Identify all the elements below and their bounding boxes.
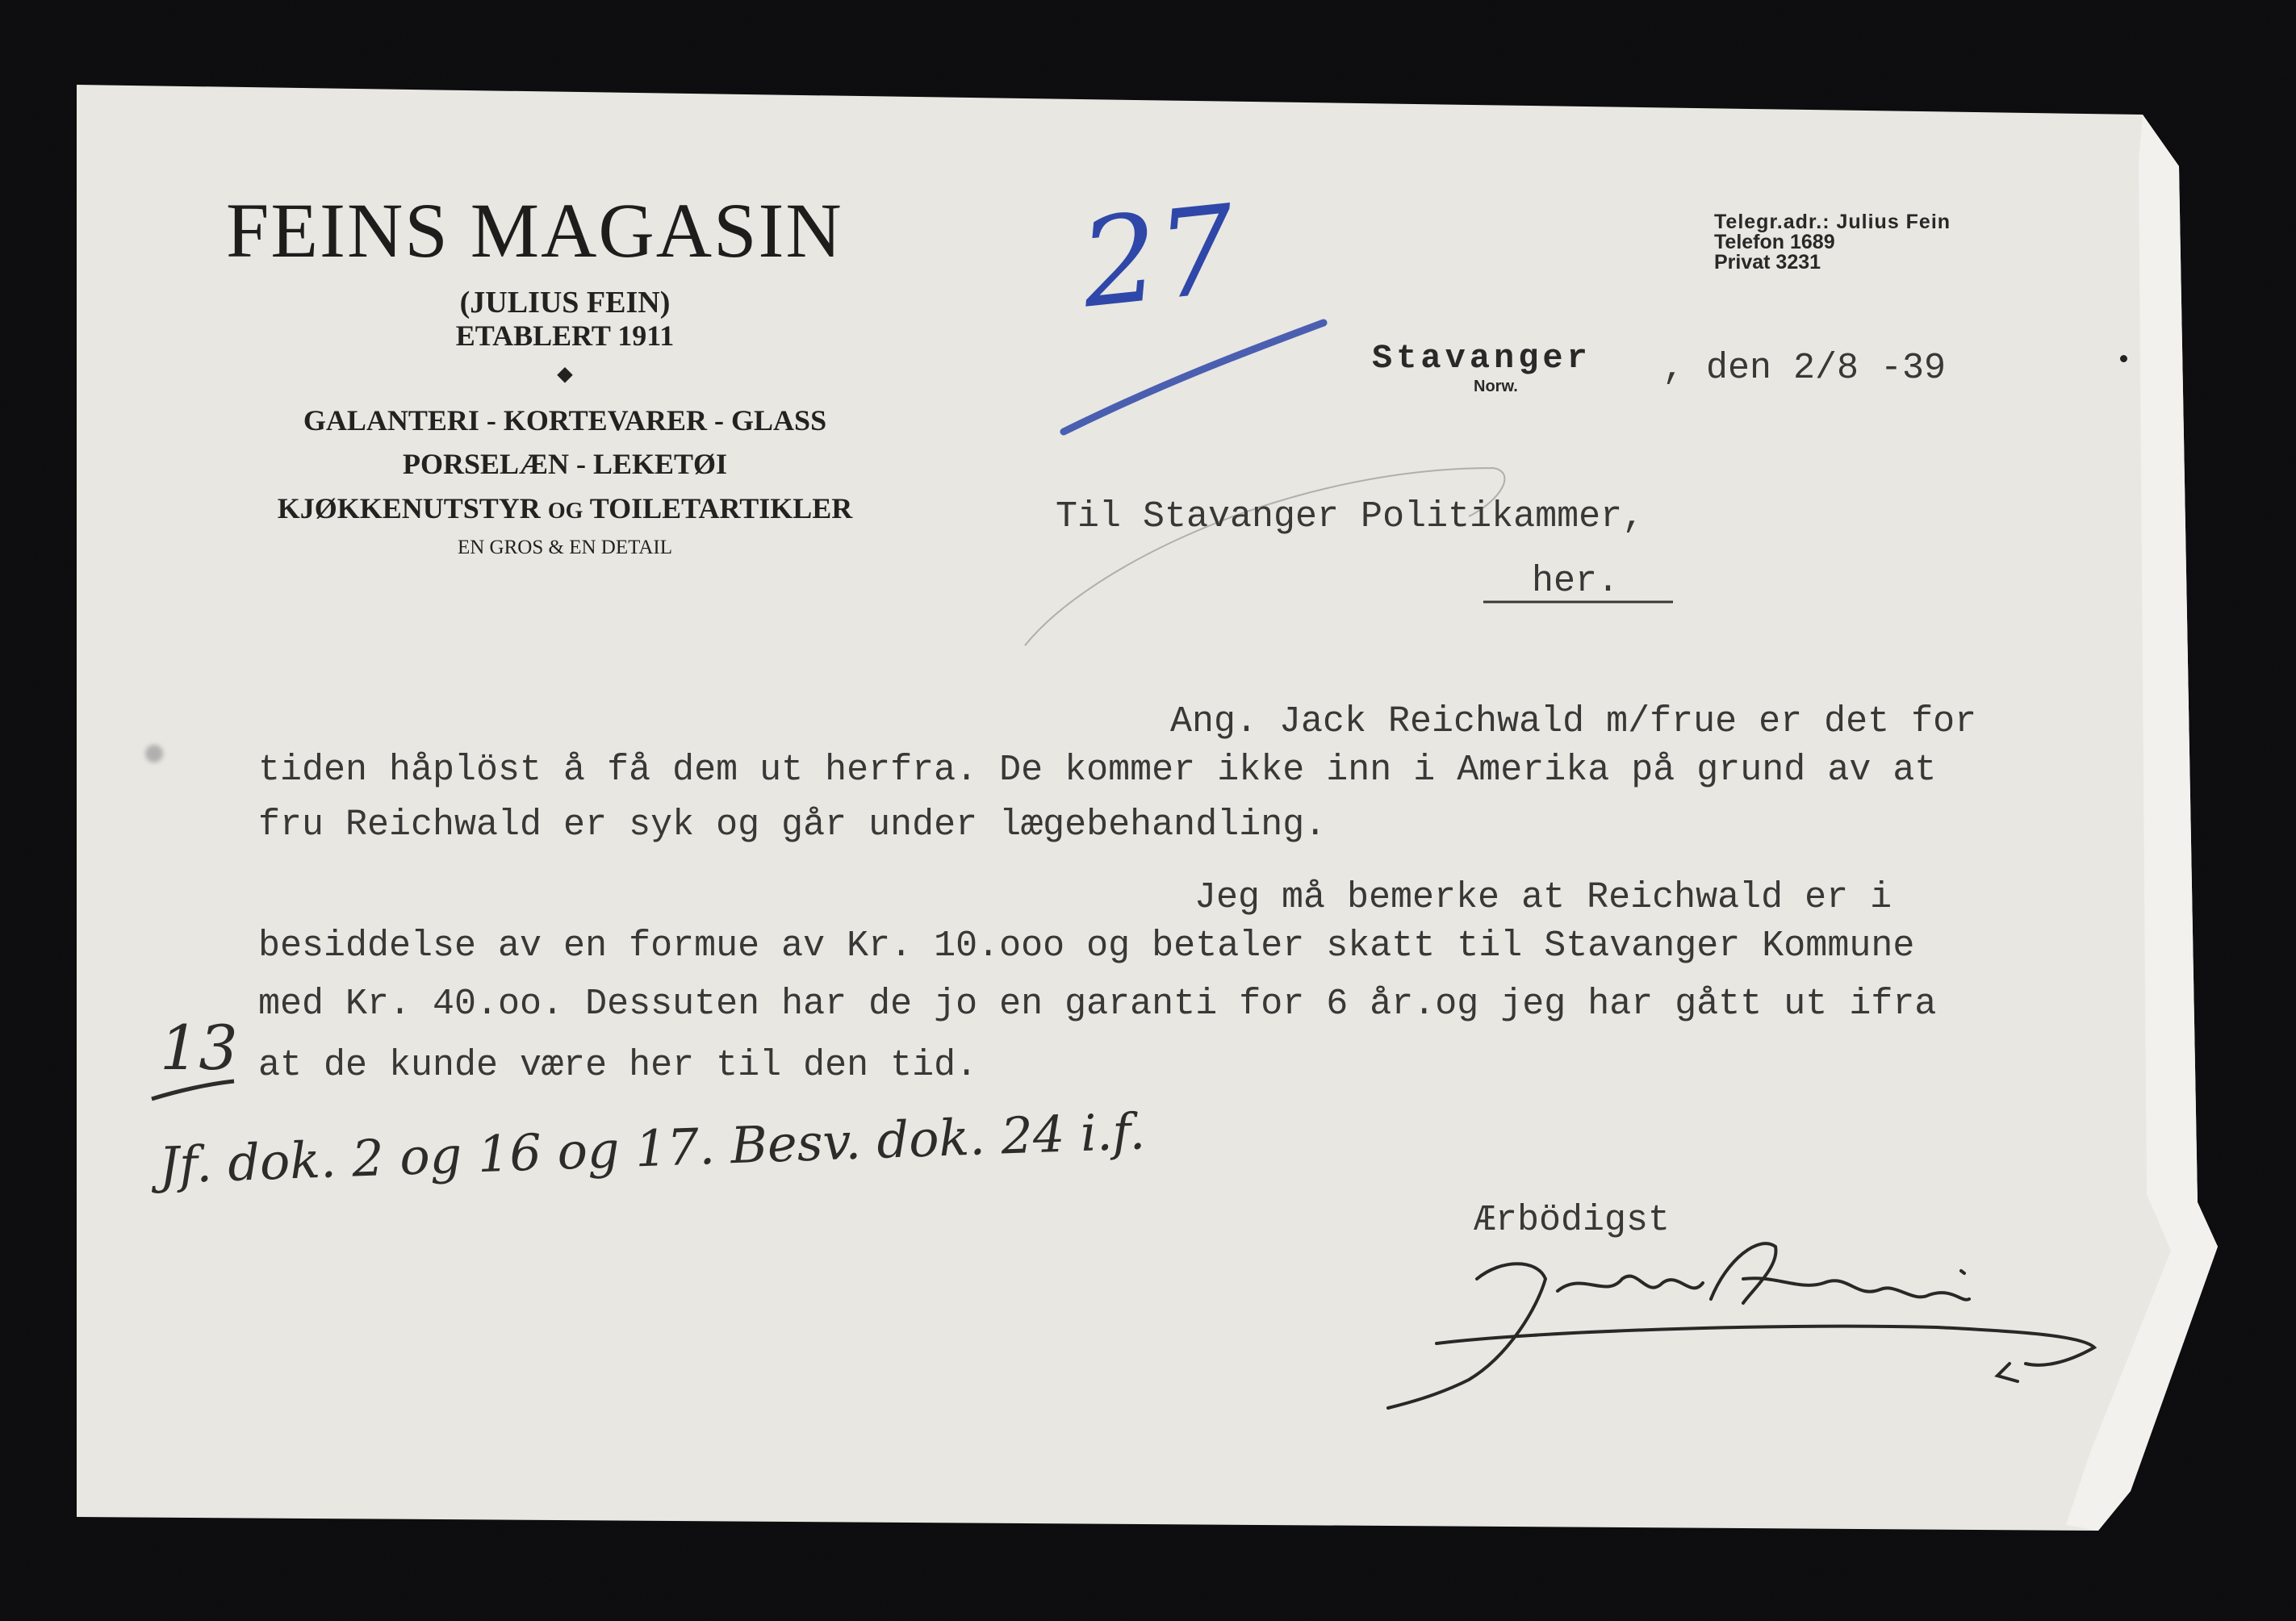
goods-line-3-part-a: KJØKKENUTSTYR <box>277 492 541 524</box>
goods-line-1: GALANTERI - KORTEVARER - GLASS <box>303 404 827 437</box>
country-label: Norw. <box>1474 378 1518 395</box>
goods-line-2: PORSELÆN - LEKETØI <box>402 448 728 480</box>
body-line-7: at de kunde være her til den tid. <box>258 1045 978 1086</box>
blue-document-number: 27 <box>1074 179 1243 336</box>
goods-line-3-part-c: TOILETARTIKLER <box>589 492 853 524</box>
body-line-6: med Kr. 40.oo. Dessuten har de jo en garanti for 6 år.og jeg har gått ut ifra <box>258 984 1937 1025</box>
recipient-line-1: Til Stavanger Politikammer, <box>1056 496 1645 537</box>
established-year: ETABLERT 1911 <box>455 320 675 352</box>
body-line-1: Ang. Jack Reichwald m/frue er det for <box>1170 701 1977 742</box>
recipient-line-2: her. <box>1532 561 1620 602</box>
en-gros-line: EN GROS & EN DETAIL <box>457 537 673 558</box>
body-line-3: fru Reichwald er syk og går under lægebehandling. <box>258 804 1327 846</box>
diamond-ornament: ◆ <box>557 364 573 385</box>
telephone-number: Telefon 1689 <box>1714 231 1835 253</box>
letter-date: , den 2/8 -39 <box>1662 348 1947 389</box>
company-owner: (JULIUS FEIN) <box>459 286 671 320</box>
body-line-4: Jeg må bemerke at Reichwald er i <box>1194 877 1892 918</box>
ink-smudge <box>145 745 163 762</box>
margin-note: Jf. dok. 2 og 16 og 17. Besv. dok. 24 i.f. <box>158 1101 1147 1195</box>
company-name: FEINS MAGASIN <box>226 187 843 274</box>
ink-dot <box>2120 355 2127 362</box>
margin-number: 13 <box>160 1012 238 1084</box>
goods-line-3 <box>226 494 904 523</box>
city-name: Stavanger <box>1372 339 1591 378</box>
private-number: Privat 3231 <box>1714 251 1821 274</box>
closing-salutation: Ærbödigst <box>1474 1200 1671 1241</box>
body-line-2: tiden håplöst å få dem ut herfra. De kommer ikke inn i Amerika på grund av at <box>258 750 1937 791</box>
telegram-address: Telegr.adr.: Julius Fein <box>1714 211 1951 233</box>
body-line-5: besiddelse av en formue av Kr. 10.ooo og betaler skatt til Stavanger Kommune <box>258 925 1915 967</box>
goods-line-3-part-b: OG <box>547 499 583 524</box>
